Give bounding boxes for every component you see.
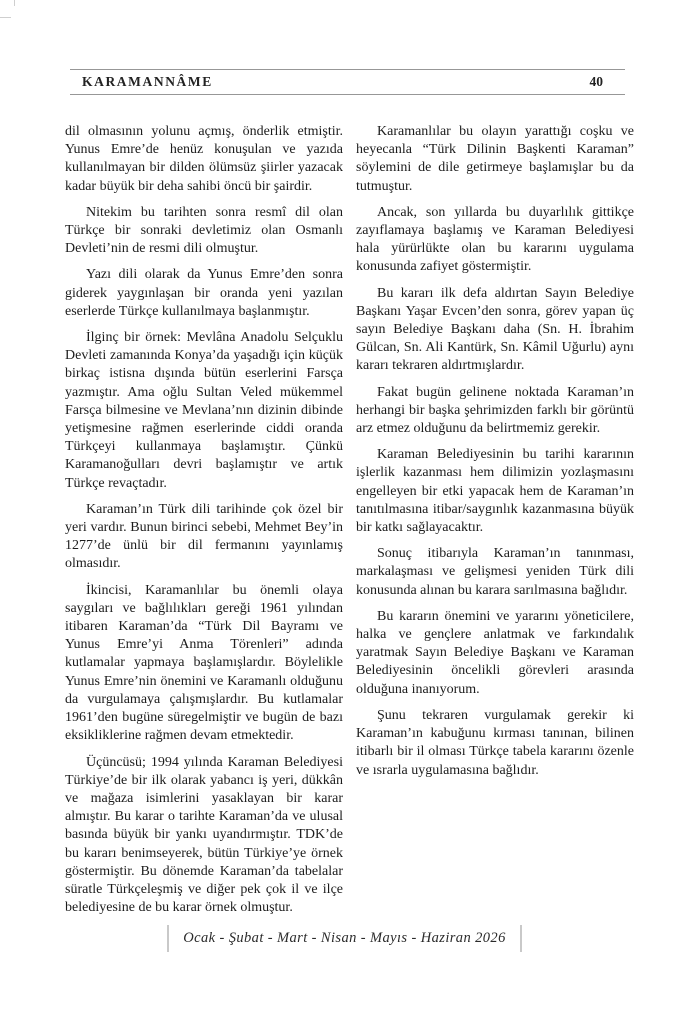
paragraph: Üçüncüsü; 1994 yılında Karaman Belediyesi Türkiye’de bir ilk olarak yabancı iş yeri, dükkân ve mağaza isimlerini yasaklayan bir karar almıştır. Bu karar o tarihte Karaman’da ve ulusal basında büyük bir yankı uyandırmıştır. TDK’de bu kararı benimseyerek, bütün Türkiye’ye örnek göstermiştir. Bu dönemde Karaman’da tabelalar süratle Türkçeleşmiş ve diğer pek çok il ve ilçe belediyesine de bu karar örnek olmuştur. [65,754,343,916]
paragraph: Nitekim bu tarihten sonra resmî dil olan Türkçe bir sonraki devletimiz olan Osmanlı Devleti’nin de resmi dili olmuştur. [65,204,343,257]
paragraph: Şunu tekraren vurgulamak gerekir ki Karaman’ın kabuğunu kırması tanınan, bilinen itibarlı bir il olması Türkçe tabela kararını özenle ve ısrarla uygulamasına bağlıdır. [356,707,634,778]
paragraph: Bu kararın önemini ve yararını yöneticilere, halka ve gençlere anlatmak ve farkındalık yaratmak Sayın Belediye Başkanı ve Karaman Belediyesinin öncelikli görevleri arasında olduğuna inanıyorum. [356,608,634,697]
paragraph: Karaman Belediyesinin bu tarihi kararının işlerlik kazanması hem dilimizin yozlaşmasını engelleyen bir etki yapacak hem de Karaman’ın tanıtılmasına itibar/saygınlık kazanmasına büyük bir katkı sağlayacaktır. [356,447,634,536]
issue-date: Ocak - Şubat - Mart - Nisan - Mayıs - Haziran 2026 [183,930,506,946]
page-footer [0,925,689,952]
paragraph: Bu kararı ilk defa aldırtan Sayın Belediye Başkanı Yaşar Evcen’den sonra, görev yapan üç sayın Belediye Başkanı daha (Sn. H. İbrahim Gülcan, Sn. Ali Kantürk, Sn. Kâmil Uğurlu) aynı kararı tekraren aldırtmışlardır. [356,285,634,374]
left-column [65,123,343,925]
paragraph: Karamanlılar bu olayın yarattığı coşku ve heyecanla “Türk Dilinin Başkenti Karaman” söylemini de dile getirmeye başlamışlar bu da tutmuştur. [356,124,634,194]
paragraph: Karaman’ın Türk dili tarihinde çok özel bir yeri vardır. Bunun birinci sebebi, Mehmet Bey’in 1277’de ünlü bir dil fermanını yayınlamış olmasıdır. [65,501,343,572]
crop-mark-vertical [14,0,15,6]
paragraph: Fakat bugün gelinene noktada Karaman’ın herhangi bir başka şehrimizden farklı bir görüntü arz etmez olduğunu da belirtmemiz gerekir. [356,384,634,437]
article-body [65,123,634,925]
journal-title: KARAMANNÂME [82,74,213,89]
paragraph: İkincisi, Karamanlılar bu önemli olaya saygıları ve bağlılıkları gereği 1961 yılından itibaren Karaman’da “Türk Dil Bayramı ve Yunus Emre’yi Anma Törenleri” adında kutlamalar yapmaya başlamışlardır. Böylelikle Yunus Emre’nin önemini ve Karamanlı olduğunu da vurgulamaya çalışmışlardır. Bu kutlamalar 1961’den bugüne süregelmiştir ve bugün de bazı eksikliklerine rağmen devam etmektedir. [65,582,343,744]
paragraph: İlginç bir örnek: Mevlâna Anadolu Selçuklu Devleti zamanında Konya’da yaşadığı için küçük birkaç istisna dışında bütün eserlerini Farsça yazmıştır. Ama oğlu Sultan Veled mükemmel Farsça bilmesine ve Mevlana’nın dizinin dibinde yetişmesine rağmen eserlerinde ciddi oranda Türkçeyi kullanmaya başlamıştır. Çünkü Karamanoğulları devri başlamıştır ve artık Türkçe revaçtadır. [65,330,343,491]
crop-mark-horizontal [0,17,11,18]
page-header [70,69,625,95]
page-number: 40 [589,74,603,89]
paragraph: Ancak, son yıllarda bu duyarlılık gittikçe zayıflamaya başlamış ve Karaman Belediyesi hala yürürlükte olan bu kararını uygulama konusunda zafiyet göstermiştir. [356,204,634,275]
paragraph: Sonuç itibarıyla Karaman’ın tanınması, markalaşması ve gelişmesi yeniden Türk dili konusunda alınan bu karara sarılmasına bağlıdır. [356,546,634,598]
footer-right-bar [520,925,522,952]
right-column [356,123,634,925]
paragraph: Yazı dili olarak da Yunus Emre’den sonra giderek yaygınlaşan bir oranda yeni yazılan eserlerde Türkçe kullanılmaya başlanmıştır. [65,267,343,319]
paragraph: dil olmasının yolunu açmış, önderlik etmiştir. Yunus Emre’de henüz konuşulan ve yazıda kullanılmayan bir dilden ölümsüz şiirler yazacak kadar büyük bir deha sahibi öncü bir şairdir. [65,124,343,194]
footer-left-bar [167,925,169,952]
